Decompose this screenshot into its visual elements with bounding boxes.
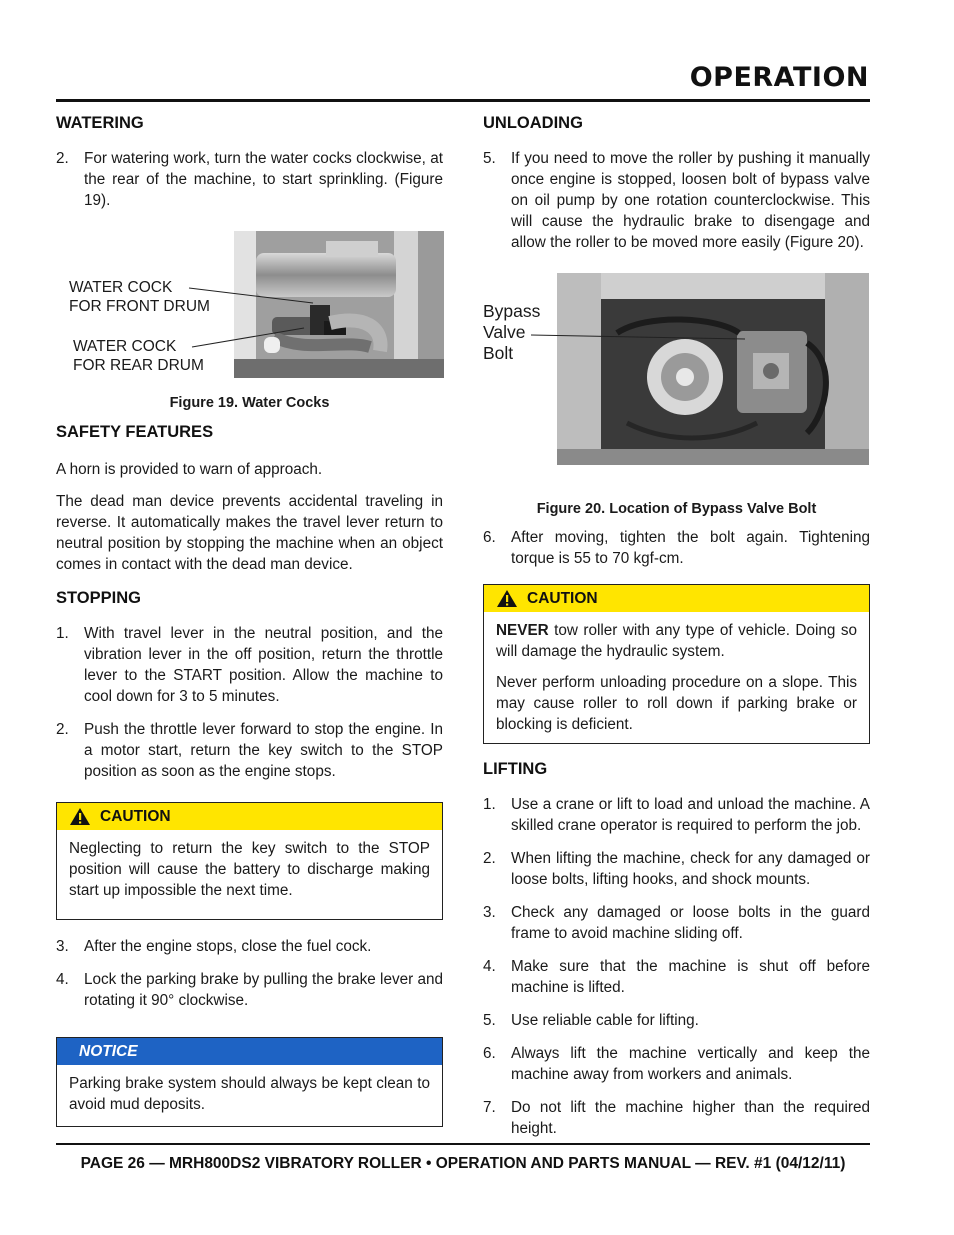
page-title: OPERATION [689,62,869,93]
caution-p1-rest: tow roller with any type of vehicle. Doing so will damage the hydraulic system. [496,622,857,660]
lifting-step-7 [483,1097,870,1139]
caution-bar [57,803,442,830]
list-number: 7. [483,1099,496,1116]
list-text: Use reliable cable for lifting. [511,1012,699,1029]
notice-text: Parking brake system should always be kept clean to avoid mud deposits. [69,1075,430,1113]
list-text: If you need to move the roller by pushing it manually once engine is stopped, loosen bolt of bypass valve on oil pump by one rotation counterclockwise. This will cause the hydraulic brake to disengage and allow the roller to be moved more easily (Figure 20). [511,150,870,251]
stopping-step-3 [56,936,443,957]
unloading-step-5 [483,148,870,253]
callout-rear-drum: WATER COCK FOR REAR DRUM [73,338,204,374]
list-text: Use a crane or lift to load and unload the machine. A skilled crane operator is required to perform the job. [511,796,870,834]
leader-lines [56,231,443,381]
lifting-step-6 [483,1043,870,1085]
caution-never: NEVER [496,622,549,639]
list-number: 1. [483,796,496,813]
stopping-step-1 [56,623,443,707]
list-number: 3. [483,904,496,921]
list-number: 3. [56,938,69,955]
list-number: 1. [56,625,69,642]
caution-paragraph-1 [496,620,857,662]
figure-20 [483,273,870,473]
notice-bar [57,1038,442,1065]
lifting-step-1 [483,794,870,836]
unloading-heading: UNLOADING [483,114,583,132]
list-text: Make sure that the machine is shut off before machine is lifted. [511,958,870,996]
safety-heading: SAFETY FEATURES [56,423,214,441]
list-text: Always lift the machine vertically and keep the machine away from workers and animals. [511,1045,870,1083]
warning-triangle-icon [496,589,518,608]
figure-19 [56,231,443,381]
unloading-caution-box [483,584,870,744]
callout-bypass-valve-bolt: Bypass Valve Bolt [483,301,541,363]
list-number: 4. [56,971,69,988]
right-column [483,114,870,1151]
list-text: Check any damaged or loose bolts in the guard frame to avoid machine sliding off. [511,904,870,942]
watering-step-2 [56,148,443,211]
stopping-caution-box [56,802,443,920]
list-number: 5. [483,1012,496,1029]
list-text: For watering work, turn the water cocks clockwise, at the rear of the machine, to start sprinkling. (Figure 19). [84,150,443,209]
notice-box [56,1037,443,1127]
caution-body [484,612,869,743]
caution-text: Neglecting to return the key switch to the STOP position will cause the battery to discharge making start up impossible the next time. [69,840,430,899]
list-text: Lock the parking brake by pulling the brake lever and rotating it 90° clockwise. [84,971,443,1009]
list-text: After the engine stops, close the fuel cock. [84,938,372,955]
list-number: 4. [483,958,496,975]
list-text: Do not lift the machine higher than the required height. [511,1099,870,1137]
safety-paragraph-1: A horn is provided to warn of approach. [56,461,323,478]
list-number: 2. [483,850,496,867]
warning-triangle-icon [69,807,91,826]
stopping-step-2 [56,719,443,782]
unloading-step-6 [483,527,870,569]
notice-body [57,1065,442,1126]
lifting-step-2 [483,848,870,890]
safety-paragraph-2: The dead man device prevents accidental traveling in reverse. It automatically makes the travel lever return to neutral position by stopping the machine when an object comes in contact with the dead man device. [56,493,443,573]
list-number: 5. [483,150,496,167]
caution-bar [484,585,869,612]
caution-label: CAUTION [527,589,598,607]
top-rule [56,99,870,102]
list-number: 6. [483,529,496,546]
stopping-step-4 [56,969,443,1011]
list-number: 2. [56,150,69,167]
lifting-heading: LIFTING [483,760,548,778]
page-footer: PAGE 26 — MRH800DS2 VIBRATORY ROLLER • OPERATION AND PARTS MANUAL — REV. #1 (04/12/11) [80,1155,846,1172]
lifting-step-3 [483,902,870,944]
figure-19-caption: Figure 19. Water Cocks [169,395,330,411]
list-number: 2. [56,721,69,738]
caution-label: CAUTION [100,807,171,825]
caution-body [57,830,442,919]
lifting-step-5 [483,1010,870,1031]
watering-heading: WATERING [56,114,144,132]
notice-label: NOTICE [79,1042,138,1060]
list-text: After moving, tighten the bolt again. Tightening torque is 55 to 70 kgf-cm. [511,529,870,567]
list-text: With travel lever in the neutral position, and the vibration lever in the off position, return the throttle lever to the START position. Allow the machine to cool down for 3 to 5 minutes. [84,625,443,705]
callout-front-drum: WATER COCK FOR FRONT DRUM [69,279,210,315]
caution-paragraph-2: Never perform unloading procedure on a slope. This may cause roller to roll down if parking brake or blocking is deficient. [496,674,857,733]
bottom-rule [56,1143,870,1145]
stopping-heading: STOPPING [56,589,141,607]
list-text: When lifting the machine, check for any damaged or loose bolts, lifting hooks, and shock mounts. [511,850,870,888]
leader-line [483,273,870,473]
list-number: 6. [483,1045,496,1062]
figure-20-caption: Figure 20. Location of Bypass Valve Bolt [536,501,817,517]
left-column [56,114,443,1141]
list-text: Push the throttle lever forward to stop the engine. In a motor start, return the key switch to the STOP position as soon as the engine stops. [84,721,443,780]
lifting-step-4 [483,956,870,998]
